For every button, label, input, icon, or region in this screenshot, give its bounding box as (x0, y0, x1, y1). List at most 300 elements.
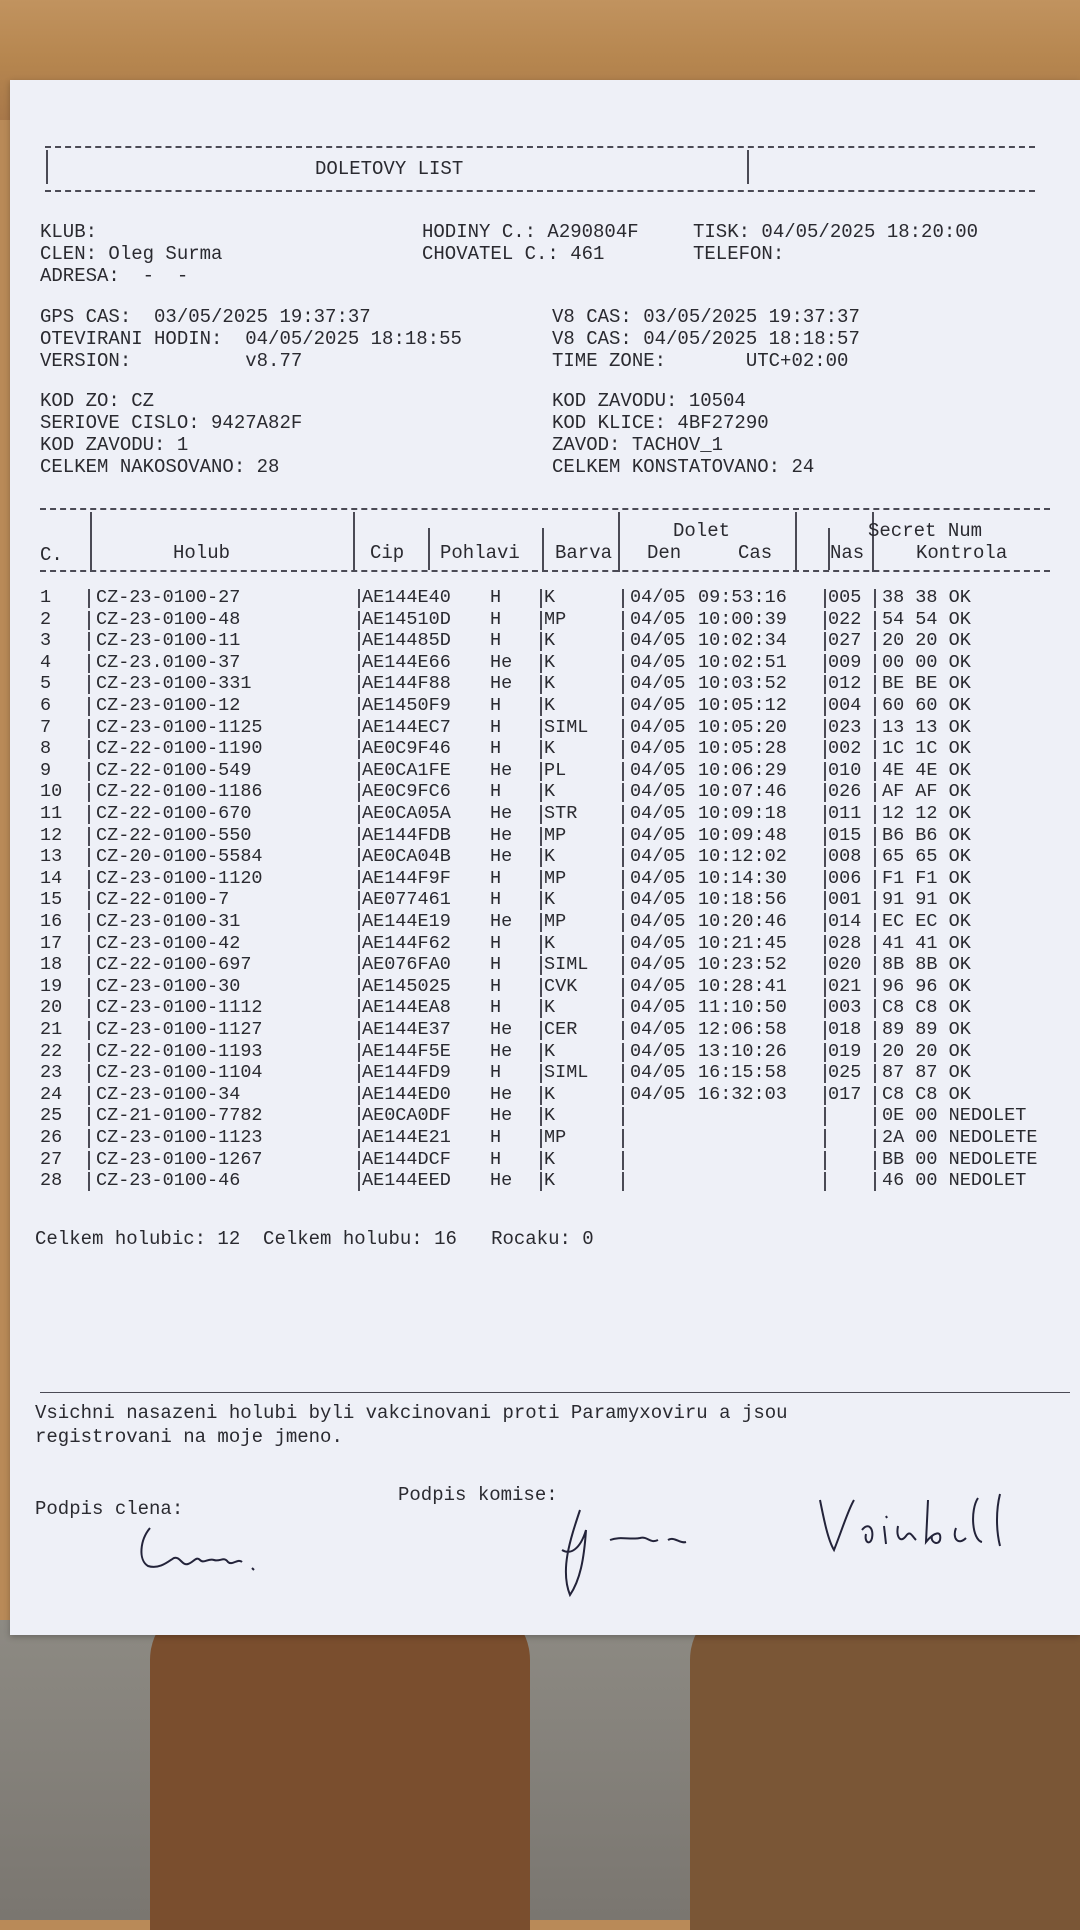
pigeon-ring: CZ-23-0100-48 (96, 609, 241, 630)
column-separator (88, 611, 90, 630)
arrival-time: 10:21:45 (698, 933, 787, 954)
header-den: Den (647, 542, 682, 564)
column-separator (874, 632, 876, 651)
color: K (544, 1041, 556, 1062)
color: K (544, 781, 556, 802)
arrival-time: 10:14:30 (698, 868, 787, 889)
column-separator (88, 1043, 90, 1062)
column-separator (874, 1172, 876, 1191)
column-separator (358, 1107, 360, 1126)
column-separator (540, 632, 542, 651)
document-title: DOLETOVY LIST (315, 158, 464, 180)
member-signature (130, 1520, 310, 1580)
column-separator (874, 1151, 876, 1170)
column-separator (874, 848, 876, 867)
column-separator (874, 999, 876, 1018)
sex: He (490, 803, 513, 824)
row-number: 17 (40, 933, 63, 954)
control-code: 20 20 OK (882, 630, 971, 651)
row-number: 14 (40, 868, 63, 889)
row-number: 10 (40, 781, 63, 802)
column-separator (622, 999, 624, 1018)
column-separator (88, 654, 90, 673)
chip-id: AE145025 (362, 976, 451, 997)
arrival-time: 13:10:26 (698, 1041, 787, 1062)
color: K (544, 652, 556, 673)
arrival-time: 10:05:12 (698, 695, 787, 716)
arrival-day: 04/05 (630, 933, 686, 954)
color: MP (544, 911, 567, 932)
color: K (544, 630, 556, 651)
row-number: 11 (40, 803, 63, 824)
column-separator (358, 589, 360, 608)
column-separator (358, 848, 360, 867)
pigeon-ring: CZ-23-0100-31 (96, 911, 241, 932)
gps-left-line: VERSION: v8.77 (40, 350, 303, 372)
column-separator (824, 1021, 826, 1040)
column-separator (540, 675, 542, 694)
header-kontrola: Kontrola (916, 542, 1008, 564)
column-separator (622, 762, 624, 781)
row-number: 4 (40, 652, 52, 673)
color: K (544, 673, 556, 694)
gps-left-line: GPS CAS: 03/05/2025 19:37:37 (40, 306, 371, 328)
row-number: 19 (40, 976, 63, 997)
sex: He (490, 1019, 513, 1040)
nest-number: 026 (828, 781, 862, 802)
sex: H (490, 781, 502, 802)
control-code: C8 C8 OK (882, 1084, 971, 1105)
column-separator (540, 589, 542, 608)
chip-id: AE144F62 (362, 933, 451, 954)
nest-number: 001 (828, 889, 862, 910)
arrival-time: 10:05:28 (698, 738, 787, 759)
control-code: 1C 1C OK (882, 738, 971, 759)
gps-left-line: OTEVIRANI HODIN: 04/05/2025 18:18:55 (40, 328, 462, 350)
column-separator (622, 956, 624, 975)
column-separator (874, 1021, 876, 1040)
column-separator (358, 632, 360, 651)
column-separator (540, 1151, 542, 1170)
table-top-border (40, 508, 1050, 510)
column-separator (622, 783, 624, 802)
column-separator (874, 870, 876, 889)
column-separator (874, 740, 876, 759)
arrival-day: 04/05 (630, 609, 686, 630)
column-separator (540, 1107, 542, 1126)
arrival-day: 04/05 (630, 630, 686, 651)
sex: H (490, 933, 502, 954)
column-separator (88, 827, 90, 846)
column-separator (358, 697, 360, 716)
row-number: 22 (40, 1041, 63, 1062)
row-number: 18 (40, 954, 63, 975)
sex: H (490, 889, 502, 910)
color: MP (544, 868, 567, 889)
arrival-day: 04/05 (630, 889, 686, 910)
column-separator (622, 848, 624, 867)
row-number: 23 (40, 1062, 63, 1083)
sex: He (490, 825, 513, 846)
title-right-bar (747, 150, 749, 184)
chip-id: AE1450F9 (362, 695, 451, 716)
kod-left-line: CELKEM NAKOSOVANO: 28 (40, 456, 280, 478)
control-code: 2A 00 NEDOLETE (882, 1127, 1038, 1148)
column-separator (358, 913, 360, 932)
column-separator (358, 956, 360, 975)
control-code: B6 B6 OK (882, 825, 971, 846)
arrival-day: 04/05 (630, 1019, 686, 1040)
column-separator (824, 632, 826, 651)
sex: H (490, 738, 502, 759)
chip-id: AE144DCF (362, 1149, 451, 1170)
chip-id: AE144E66 (362, 652, 451, 673)
nest-number: 008 (828, 846, 862, 867)
chip-id: AE144F9F (362, 868, 451, 889)
arrival-day: 04/05 (630, 652, 686, 673)
column-separator (622, 675, 624, 694)
chip-id: AE144EED (362, 1170, 451, 1191)
chip-id: AE0CA04B (362, 846, 451, 867)
arrival-time: 10:02:51 (698, 652, 787, 673)
chip-id: AE077461 (362, 889, 451, 910)
column-separator (874, 762, 876, 781)
column-separator (824, 1129, 826, 1148)
control-code: EC EC OK (882, 911, 971, 932)
column-separator (358, 740, 360, 759)
column-separator (622, 1107, 624, 1126)
sex: He (490, 846, 513, 867)
column-separator (824, 611, 826, 630)
arrival-time: 10:00:39 (698, 609, 787, 630)
commission-signature-2 (810, 1480, 1040, 1570)
column-separator (824, 1107, 826, 1126)
column-separator (540, 740, 542, 759)
chip-id: AE076FA0 (362, 954, 451, 975)
leg-right (690, 1600, 1080, 1930)
arrival-time: 10:02:34 (698, 630, 787, 651)
color: K (544, 1105, 556, 1126)
nest-number: 014 (828, 911, 862, 932)
column-separator (88, 1172, 90, 1191)
nest-number: 009 (828, 652, 862, 673)
row-number: 15 (40, 889, 63, 910)
sex: H (490, 976, 502, 997)
color: K (544, 846, 556, 867)
column-separator (824, 848, 826, 867)
control-code: BE BE OK (882, 673, 971, 694)
chip-id: AE0CA0DF (362, 1105, 451, 1126)
arrival-time: 10:07:46 (698, 781, 787, 802)
control-code: C8 C8 OK (882, 997, 971, 1018)
arrival-time: 10:09:48 (698, 825, 787, 846)
chip-id: AE144E21 (362, 1127, 451, 1148)
nest-number: 010 (828, 760, 862, 781)
column-separator (824, 870, 826, 889)
column-separator (88, 870, 90, 889)
column-separator (824, 978, 826, 997)
column-separator (622, 1086, 624, 1105)
column-separator (874, 827, 876, 846)
column-separator (874, 1086, 876, 1105)
column-separator (88, 913, 90, 932)
column-separator (622, 1021, 624, 1040)
chip-id: AE144EC7 (362, 717, 451, 738)
arrival-day: 04/05 (630, 760, 686, 781)
column-separator (88, 719, 90, 738)
sex: H (490, 1127, 502, 1148)
sex: H (490, 954, 502, 975)
pigeon-ring: CZ-22-0100-550 (96, 825, 252, 846)
control-code: 46 00 NEDOLET (882, 1170, 1027, 1191)
nest-number: 015 (828, 825, 862, 846)
column-separator (622, 740, 624, 759)
row-number: 27 (40, 1149, 63, 1170)
arrival-time: 16:15:58 (698, 1062, 787, 1083)
column-separator (358, 1021, 360, 1040)
info-right-line: TELEFON: (693, 243, 785, 265)
column-separator (540, 999, 542, 1018)
header-secret: Secret Num (868, 520, 983, 542)
sex: H (490, 630, 502, 651)
column-separator (358, 1129, 360, 1148)
arrival-day: 04/05 (630, 846, 686, 867)
sex: H (490, 1062, 502, 1083)
column-separator (88, 978, 90, 997)
column-separator (622, 870, 624, 889)
pigeon-ring: CZ-22-0100-549 (96, 760, 252, 781)
arrival-time: 10:20:46 (698, 911, 787, 932)
column-separator (358, 1172, 360, 1191)
column-separator (540, 935, 542, 954)
sex: He (490, 1041, 513, 1062)
pigeon-ring: CZ-21-0100-7782 (96, 1105, 263, 1126)
control-code: AF AF OK (882, 781, 971, 802)
chip-id: AE14485D (362, 630, 451, 651)
sex: H (490, 997, 502, 1018)
column-separator (622, 805, 624, 824)
column-separator (874, 913, 876, 932)
chip-id: AE0C9F46 (362, 738, 451, 759)
pigeon-ring: CZ-23-0100-1267 (96, 1149, 263, 1170)
color: K (544, 587, 556, 608)
column-separator (88, 1064, 90, 1083)
chip-id: AE144E37 (362, 1019, 451, 1040)
pigeon-ring: CZ-23-0100-34 (96, 1084, 241, 1105)
column-separator (358, 935, 360, 954)
header-barva: Barva (555, 542, 613, 564)
arrival-day: 04/05 (630, 738, 686, 759)
column-separator (824, 697, 826, 716)
row-number: 24 (40, 1084, 63, 1105)
row-number: 2 (40, 609, 52, 630)
column-separator (540, 827, 542, 846)
document-sheet (10, 80, 1080, 1635)
sex: H (490, 868, 502, 889)
gps-right-line: TIME ZONE: UTC+02:00 (552, 350, 849, 372)
nest-number: 021 (828, 976, 862, 997)
row-number: 1 (40, 587, 52, 608)
column-separator (88, 1021, 90, 1040)
pigeon-ring: CZ-22-0100-1190 (96, 738, 263, 759)
column-separator (358, 762, 360, 781)
row-number: 5 (40, 673, 52, 694)
pigeon-ring: CZ-23-0100-1123 (96, 1127, 263, 1148)
column-separator (874, 805, 876, 824)
color: K (544, 933, 556, 954)
info-mid-line: HODINY C.: A290804F (422, 221, 639, 243)
header-c: C. (40, 544, 63, 566)
arrival-time: 11:10:50 (698, 997, 787, 1018)
arrival-time: 16:32:03 (698, 1084, 787, 1105)
row-number: 12 (40, 825, 63, 846)
info-left-line: KLUB: (40, 221, 98, 243)
color: K (544, 1149, 556, 1170)
leg-left (150, 1600, 530, 1930)
column-separator (874, 783, 876, 802)
column-separator (88, 848, 90, 867)
column-separator (824, 762, 826, 781)
nest-number: 003 (828, 997, 862, 1018)
column-separator (540, 762, 542, 781)
color: STR (544, 803, 578, 824)
column-separator (824, 675, 826, 694)
kod-left-line: SERIOVE CISLO: 9427A82F (40, 412, 303, 434)
control-code: 0E 00 NEDOLET (882, 1105, 1027, 1126)
pigeon-ring: CZ-20-0100-5584 (96, 846, 263, 867)
pigeon-ring: CZ-23-0100-12 (96, 695, 241, 716)
column-separator (540, 1021, 542, 1040)
column-separator (540, 1129, 542, 1148)
row-number: 13 (40, 846, 63, 867)
color: K (544, 738, 556, 759)
color: MP (544, 1127, 567, 1148)
column-separator (540, 1086, 542, 1105)
commission-signature-1 (550, 1500, 750, 1600)
row-number: 6 (40, 695, 52, 716)
header-holub: Holub (173, 542, 231, 564)
column-separator (358, 675, 360, 694)
column-separator (358, 1043, 360, 1062)
kod-right-line: ZAVOD: TACHOV_1 (552, 434, 724, 456)
pigeon-ring: CZ-22-0100-1193 (96, 1041, 263, 1062)
control-code: 8B 8B OK (882, 954, 971, 975)
sex: He (490, 652, 513, 673)
totals-line: Celkem holubic: 12 Celkem holubu: 16 Rocaku: 0 (35, 1228, 594, 1250)
color: K (544, 695, 556, 716)
column-separator (358, 611, 360, 630)
chip-id: AE144FDB (362, 825, 451, 846)
column-separator (358, 783, 360, 802)
color: SIML (544, 954, 589, 975)
gps-right-line: V8 CAS: 03/05/2025 19:37:37 (552, 306, 860, 328)
column-separator (88, 783, 90, 802)
sex: He (490, 1084, 513, 1105)
nest-number: 002 (828, 738, 862, 759)
column-separator (88, 697, 90, 716)
pigeon-ring: CZ-23-0100-1120 (96, 868, 263, 889)
arrival-day: 04/05 (630, 868, 686, 889)
column-separator (88, 956, 90, 975)
column-separator (88, 675, 90, 694)
sex: H (490, 1149, 502, 1170)
arrival-day: 04/05 (630, 1084, 686, 1105)
pigeon-ring: CZ-23.0100-37 (96, 652, 241, 673)
column-separator (88, 632, 90, 651)
column-separator (824, 935, 826, 954)
chip-id: AE0CA1FE (362, 760, 451, 781)
arrival-day: 04/05 (630, 954, 686, 975)
color: CER (544, 1019, 578, 1040)
column-separator (540, 697, 542, 716)
pigeon-ring: CZ-22-0100-670 (96, 803, 252, 824)
column-separator (824, 654, 826, 673)
pigeon-ring: CZ-23-0100-11 (96, 630, 241, 651)
pigeon-ring: CZ-22-0100-7 (96, 889, 230, 910)
pigeon-ring: CZ-23-0100-42 (96, 933, 241, 954)
column-separator (824, 1151, 826, 1170)
kod-right-line: KOD ZAVODU: 10504 (552, 390, 746, 412)
column-separator (874, 697, 876, 716)
column-separator (874, 675, 876, 694)
row-number: 8 (40, 738, 52, 759)
column-separator (358, 827, 360, 846)
pigeon-ring: CZ-23-0100-1112 (96, 997, 263, 1018)
arrival-day: 04/05 (630, 976, 686, 997)
control-code: BB 00 NEDOLETE (882, 1149, 1038, 1170)
color: K (544, 1170, 556, 1191)
nest-number: 025 (828, 1062, 862, 1083)
column-separator (622, 935, 624, 954)
control-code: 41 41 OK (882, 933, 971, 954)
arrival-day: 04/05 (630, 587, 686, 608)
row-number: 16 (40, 911, 63, 932)
chip-id: AE144FD9 (362, 1062, 451, 1083)
column-separator (874, 611, 876, 630)
sex: H (490, 695, 502, 716)
sex: H (490, 717, 502, 738)
column-separator (622, 891, 624, 910)
arrival-time: 10:12:02 (698, 846, 787, 867)
nest-number: 027 (828, 630, 862, 651)
column-separator (540, 1172, 542, 1191)
header-dolet: Dolet (673, 520, 731, 542)
header-nas: Nas (830, 542, 865, 564)
arrival-day: 04/05 (630, 717, 686, 738)
color: K (544, 889, 556, 910)
column-separator (874, 1107, 876, 1126)
arrival-day: 04/05 (630, 1041, 686, 1062)
arrival-day: 04/05 (630, 695, 686, 716)
title-top-border (45, 146, 1035, 148)
sex: H (490, 587, 502, 608)
column-separator (540, 956, 542, 975)
header-divider (353, 512, 355, 572)
control-code: F1 F1 OK (882, 868, 971, 889)
row-number: 25 (40, 1105, 63, 1126)
color: CVK (544, 976, 578, 997)
column-separator (358, 1086, 360, 1105)
column-separator (540, 978, 542, 997)
kod-left-line: KOD ZO: CZ (40, 390, 155, 412)
row-number: 3 (40, 630, 52, 651)
column-separator (622, 913, 624, 932)
column-separator (540, 848, 542, 867)
pigeon-ring: CZ-23-0100-1125 (96, 717, 263, 738)
column-separator (88, 1129, 90, 1148)
column-separator (824, 740, 826, 759)
control-code: 38 38 OK (882, 587, 971, 608)
